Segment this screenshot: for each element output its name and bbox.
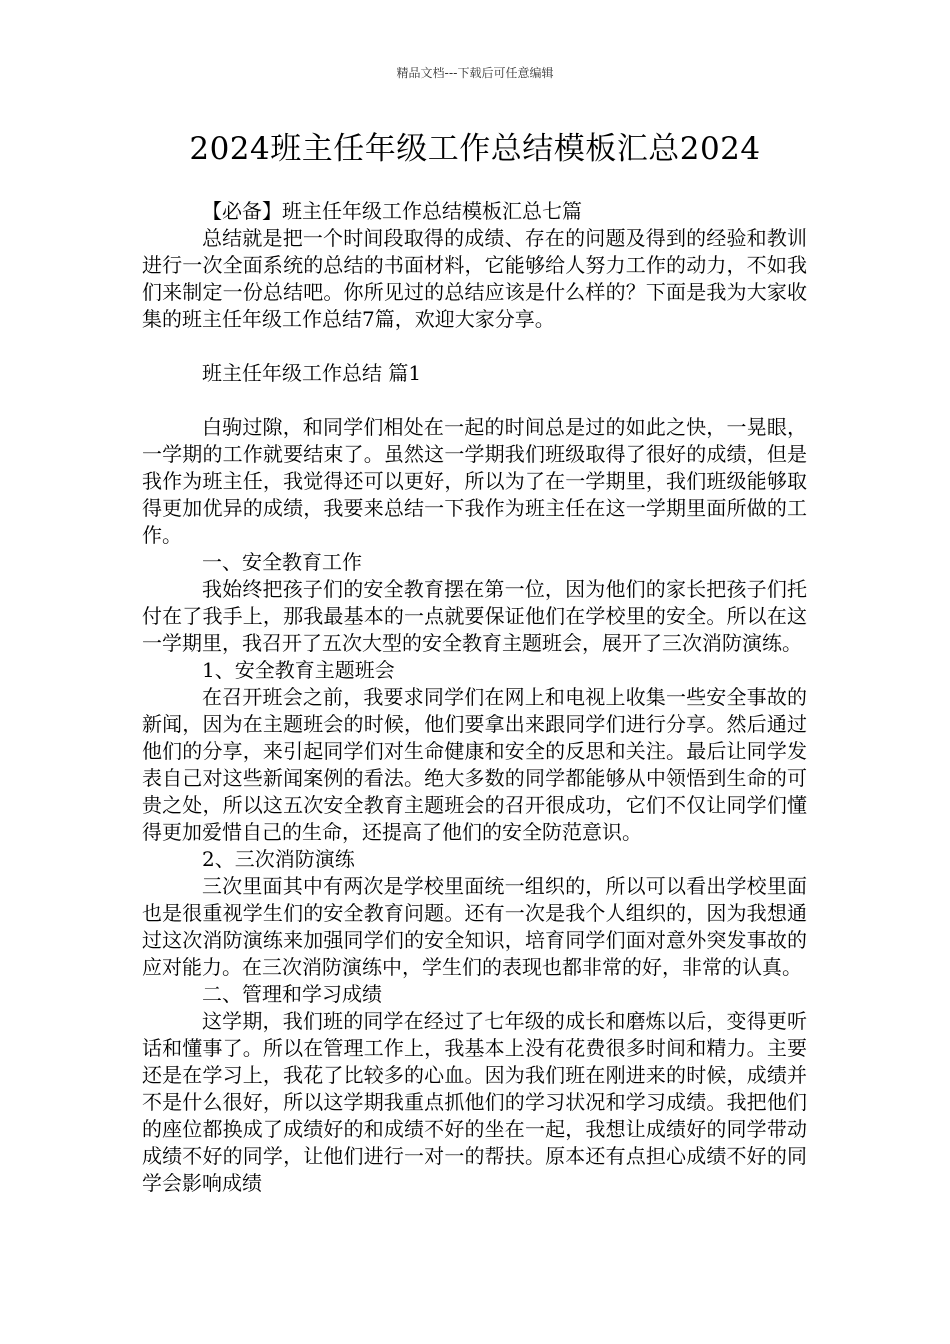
management-paragraph: 这学期，我们班的同学在经过了七年级的成长和磨炼以后，变得更听话和懂事了。所以在管理工作上，我基本上没有花费很多时间和精力。主要还是在学习上，我花了比较多的心血。因为我们班在刚进来的时候，成绩并不是什么很好，所以这学期我重点抓他们的学习状况和学习成绩。我把他们的座位都换成了成绩好的和成绩不好的坐在一起，我想让成绩好的同学带动成绩不好的同学，让他们进行一对一的帮扶。原本还有点担心成绩不好的同学会影响成绩	[142, 1009, 807, 1195]
section-heading: 班主任年级工作总结 篇1	[202, 361, 422, 385]
subtitle-paragraph: 【必备】班主任年级工作总结模板汇总七篇	[202, 199, 582, 223]
heading-management: 二、管理和学习成绩	[202, 982, 382, 1006]
heading-fire-drill: 2、三次消防演练	[202, 847, 355, 871]
document-body	[142, 198, 807, 1197]
intro-paragraph: 总结就是把一个时间段取得的成绩、存在的问题及得到的经验和教训进行一次全面系统的总结的书面材料，它能够给人努力工作的动力，不如我们来制定一份总结吧。你所见过的总结应该是什么样的？下面是我为大家收集的班主任年级工作总结7篇，欢迎大家分享。	[142, 226, 807, 331]
spacer	[142, 333, 807, 360]
heading-theme-meeting: 1、安全教育主题班会	[202, 658, 395, 682]
heading-safety-education: 一、安全教育工作	[202, 550, 362, 574]
safety-paragraph: 我始终把孩子们的安全教育摆在第一位，因为他们的家长把孩子们托付在了我手上，那我最基本的一点就要保证他们在学校里的安全。所以在这一学期里，我召开了五次大型的安全教育主题班会，展开了三次消防演练。	[142, 577, 807, 655]
document-title: 2024班主任年级工作总结模板汇总2024	[189, 131, 761, 167]
opening-paragraph: 白驹过隙，和同学们相处在一起的时间总是过的如此之快，一晃眼，一学期的工作就要结束了。虽然这一学期我们班级取得了很好的成绩，但是我作为班主任，我觉得还可以更好，所以为了在一学期里，我们班级能够取得更加优异的成绩，我要来总结一下我作为班主任在这一学期里面所做的工作。	[142, 415, 807, 547]
meeting-paragraph: 在召开班会之前，我要求同学们在网上和电视上收集一些安全事故的新闻，因为在主题班会的时候，他们要拿出来跟同学们进行分享。然后通过他们的分享，来引起同学们对生命健康和安全的反思和关注。最后让同学发表自己对这些新闻案例的看法。绝大多数的同学都能够从中领悟到生命的可贵之处，所以这五次安全教育主题班会的召开很成功，它们不仅让同学们懂得更加爱惜自己的生命，还提高了他们的安全防范意识。	[142, 685, 807, 844]
drill-paragraph: 三次里面其中有两次是学校里面统一组织的，所以可以看出学校里面也是很重视学生们的安全教育问题。还有一次是我个人组织的，因为我想通过这次消防演练来加强同学们的安全知识，培育同学们面对意外突发事故的应对能力。在三次消防演练中，学生们的表现也都非常的好，非常的认真。	[142, 874, 807, 979]
page-header: 精品文档---下载后可任意编辑	[396, 66, 554, 80]
spacer	[142, 387, 807, 414]
